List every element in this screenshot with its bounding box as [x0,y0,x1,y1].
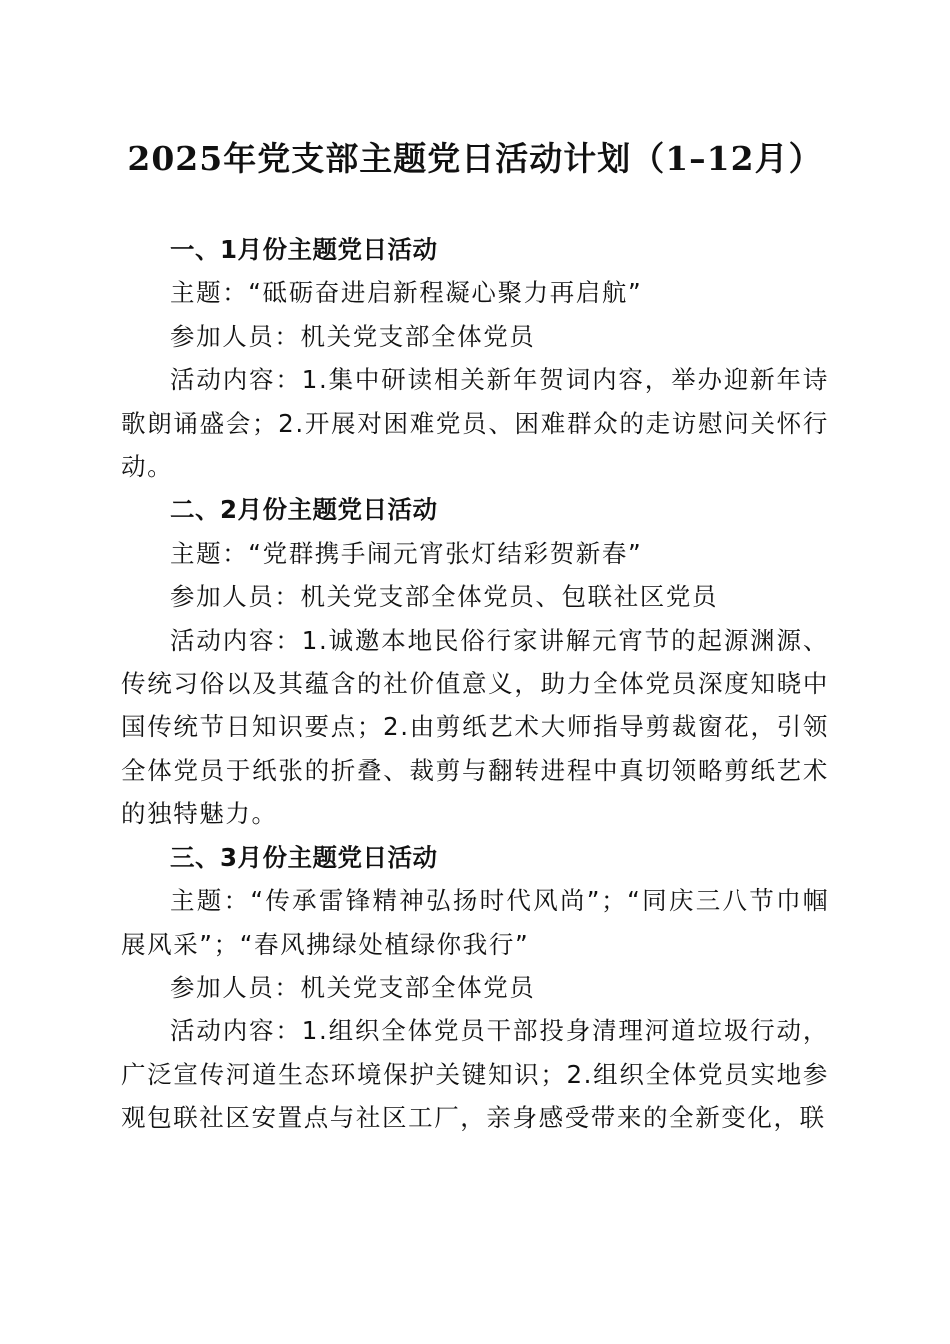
section-theme: 主题：“党群携手闹元宵张灯结彩贺新春” [170,538,643,568]
section-theme: 主题：“砥砺奋进启新程凝心聚力再启航” [170,278,643,308]
section-content: 活动内容：1.诚邀本地民俗行家讲解元宵节的起源渊源、传统习俗以及其蕴含的社价值意义，助力全体党员深度知晓中国传统节日知识要点；2.由剪纸艺术大师指导剪裁窗花，引领全体党员于纸张的折叠、裁剪与翻转进程中真切领略剪纸艺术的独特魅力。 [121,625,829,829]
section-march [121,836,829,1140]
section-heading: 三、3月份主题党日活动 [170,842,438,872]
section-participants: 参加人员：机关党支部全体党员 [170,972,536,1002]
section-heading: 一、1月份主题党日活动 [170,235,438,264]
section-content: 活动内容：1.集中研读相关新年贺词内容，举办迎新年诗歌朗诵盛会；2.开展对困难党员、困难群众的走访慰问关怀行动。 [121,365,829,482]
section-content: 活动内容：1.组织全体党员干部投身清理河道垃圾行动，广泛宣传河道生态环境保护关键知识；2.组织全体党员实地参观包联社区安置点与社区工厂，亲身感受带来的全新变化，联 [121,1016,829,1133]
document-body [121,228,829,1140]
section-participants: 参加人员：机关党支部全体党员 [170,321,536,351]
section-theme: 主题：“传承雷锋精神弘扬时代风尚”；“同庆三八节巾帼展风采”；“春风拂绿处植绿你我行” [121,886,829,959]
section-participants: 参加人员：机关党支部全体党员、包联社区党员 [170,582,719,612]
document-title: 2025年党支部主题党日活动计划（1–12月） [127,139,823,178]
section-heading: 二、2月份主题党日活动 [170,495,438,525]
section-february [121,488,829,835]
section-january [121,228,829,488]
